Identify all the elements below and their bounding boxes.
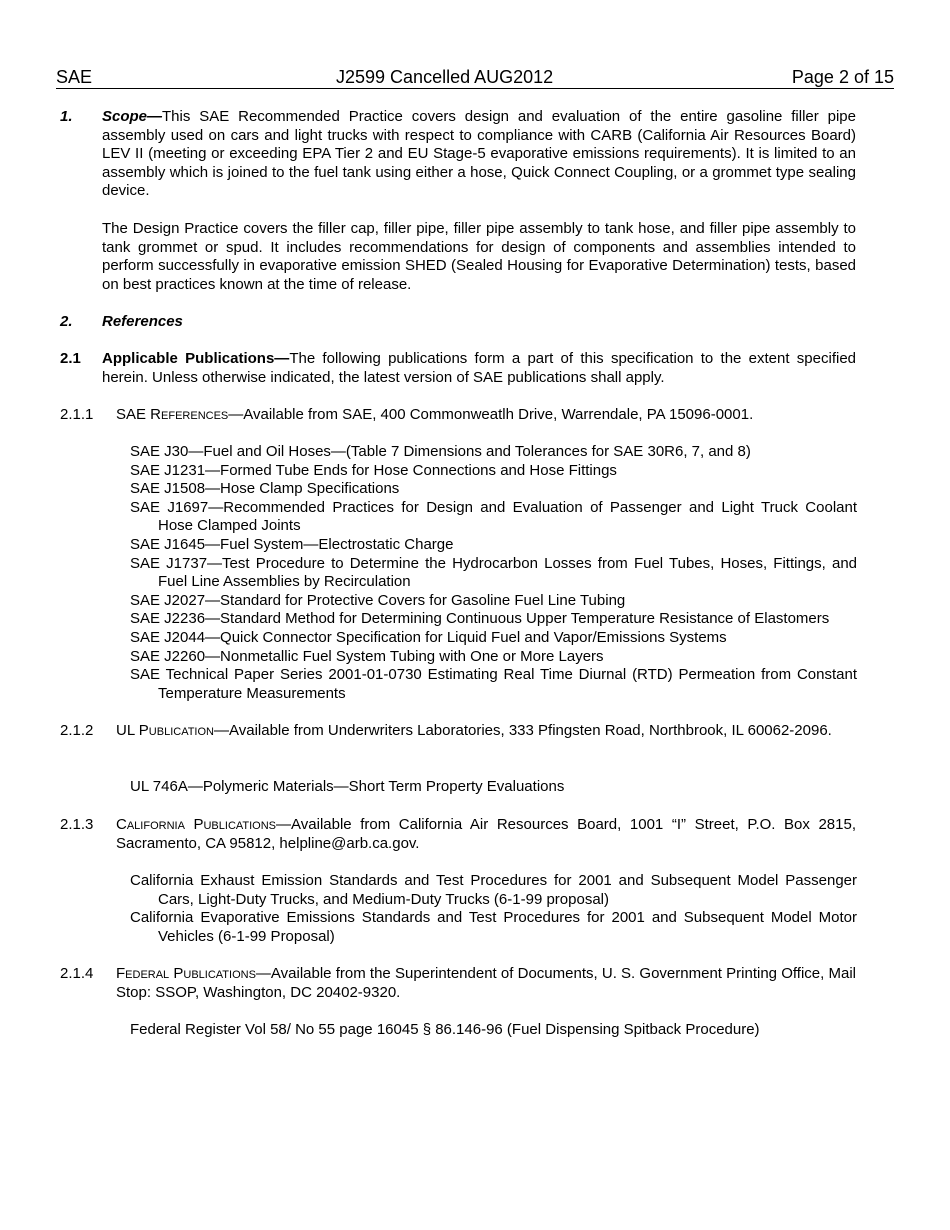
reference-item: Federal Register Vol 58/ No 55 page 16045 § 86.146-96 (Fuel Dispensing Spitback Procedure) [130,1021,760,1038]
reference-item: SAE J30—Fuel and Oil Hoses—(Table 7 Dimensions and Tolerances for SAE 30R6, 7, and 8) [130,443,751,460]
section-title: Applicable Publications— [102,350,290,367]
federal-paragraph [116,965,856,1002]
header-org: SAE [56,67,93,87]
header-doc-id: J2599 Cancelled AUG2012 [336,67,554,87]
federal-text: —Available from the Superintendent of Documents, U. S. Government Printing Office, Mail Stop: SSOP, Washington, DC 20402-9320. [116,965,856,1001]
section-title: SAE References [116,406,229,423]
section-title: References [102,313,183,330]
section-number: 2.1.3 [60,816,94,833]
section-number: 2.1.2 [60,722,94,739]
page-header [56,66,894,89]
california-paragraph [116,816,856,853]
reference-item: SAE J1508—Hose Clamp Specifications [130,480,400,498]
section-title: UL Publication [116,722,214,739]
section-title: Federal Publications [116,965,256,982]
ul-text: —Available from Underwriters Laboratories, 333 Pfingsten Road, Northbrook, IL 60062-2096. [214,722,832,739]
sae-references-paragraph [116,406,856,425]
ul-reference-list [130,778,857,797]
reference-item: SAE Technical Paper Series 2001-01-0730 Estimating Real Time Diurnal (RTD) Permeation from Constant Temperature Measurements [130,666,857,702]
reference-item: SAE J1645—Fuel System—Electrostatic Charge [130,535,454,553]
title-dash: — [147,108,163,125]
applicable-paragraph [102,350,856,387]
reference-item: SAE J2044—Quick Connector Specification for Liquid Fuel and Vapor/Emissions Systems [130,628,727,646]
section-title: California Publications [116,816,277,833]
section-number: 1. [60,108,73,125]
reference-item: California Exhaust Emission Standards and Test Procedures for 2001 and Subsequent Model Passenger Cars, Light-Duty Trucks, and Medium-Duty Trucks (6-1-99 proposal) [130,872,857,908]
scope-paragraph-1 [102,108,856,201]
reference-item: SAE J1737—Test Procedure to Determine the Hydrocarbon Losses from Fuel Tubes, Hoses, Fittings, and Fuel Line Assemblies by Recirculation [130,554,857,591]
section-title: Scope [102,108,148,125]
reference-item: California Evaporative Emissions Standards and Test Procedures for 2001 and Subsequent Model Motor Vehicles (6-1-99 Proposal) [130,909,857,945]
reference-item: SAE J1697—Recommended Practices for Design and Evaluation of Passenger and Light Truck Coolant Hose Clamped Joints [130,498,857,535]
section-number: 2.1 [60,350,81,367]
california-reference-list [130,872,857,946]
reference-item: SAE J1231—Formed Tube Ends for Hose Connections and Hose Fittings [130,461,617,479]
ul-paragraph [116,722,856,741]
scope-paragraph-2: The Design Practice covers the filler cap, filler pipe, filler pipe assembly to tank hose, and filler pipe assembly to tank grommet or spud. It includes recommendations for design of components and assemblies intended to perform successfully in evaporative emission SHED (Sealed Housing for Evaporative Determination) tests, based on best practices known at the time of release. [102,220,856,293]
sae-references-text: —Available from SAE, 400 Commonweatlh Drive, Warrendale, PA 15096-0001. [228,406,754,423]
california-text: —Available from California Air Resources Board, 1001 “I” Street, P.O. Box 2815, Sacramento, CA 95812, helpline@arb.ca.gov. [116,816,857,852]
sae-reference-list [130,443,857,703]
section-number: 2.1.4 [60,965,94,982]
reference-item: SAE J2260—Nonmetallic Fuel System Tubing with One or More Layers [130,647,604,665]
reference-item: UL 746A—Polymeric Materials—Short Term Property Evaluations [130,778,565,795]
federal-reference-list [130,1021,857,1040]
header-page-number: Page 2 of 15 [791,67,894,87]
reference-item: SAE J2236—Standard Method for Determining Continuous Upper Temperature Resistance of Elastomers [130,610,830,628]
section-number: 2.1.1 [60,406,94,423]
applicable-text: The following publications form a part of this specification to the extent specified herein. Unless otherwise indicated, the latest version of SAE publications shall apply. [102,350,857,386]
reference-item: SAE J2027—Standard for Protective Covers for Gasoline Fuel Line Tubing [130,591,626,609]
scope-text-1: This SAE Recommended Practice covers design and evaluation of the entire gasoline filler pipe assembly used on cars and light trucks with respect to compliance with CARB (California Air Resources Board) LEV II (meeting or exceeding EPA Tier 2 and EU Stage-5 evaporative emissions requirements). It is limited to an assembly which is joined to the fuel tank using either a hose, Quick Connect Coupling, or a grommet type sealing device. [102,108,856,200]
section-number: 2. [60,313,73,330]
